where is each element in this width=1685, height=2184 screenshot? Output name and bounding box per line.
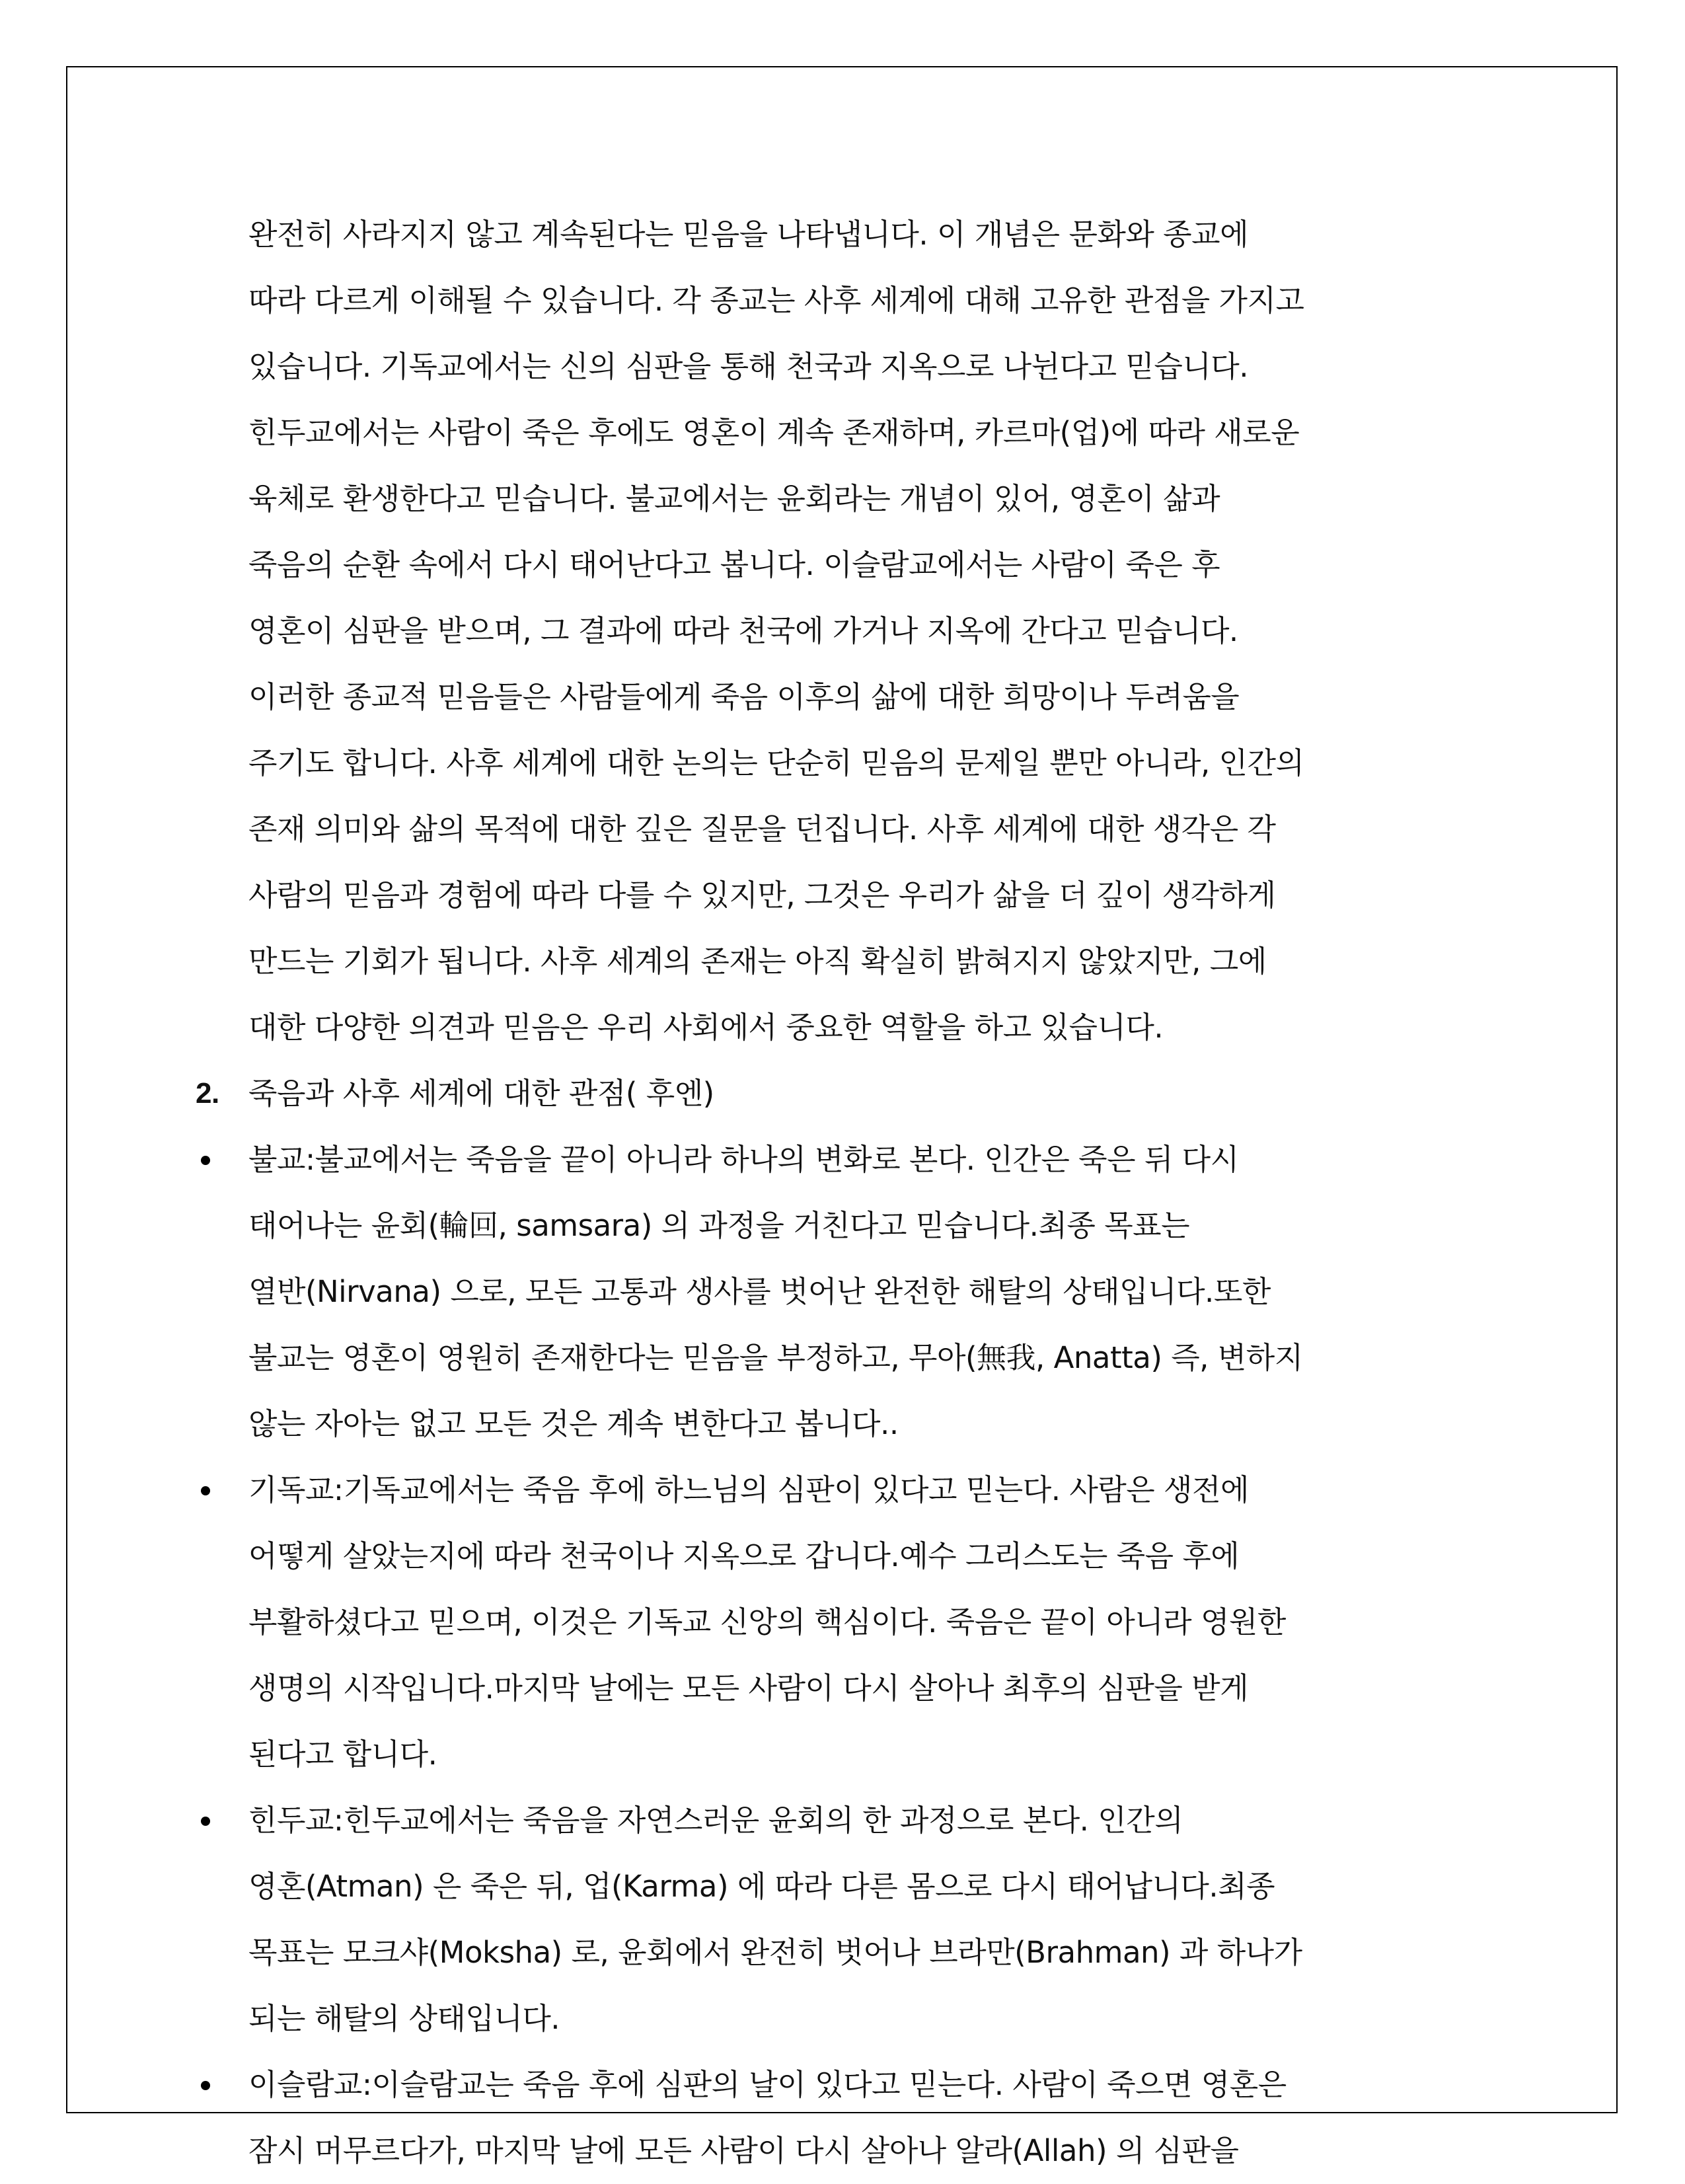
paragraph-line: 주기도 합니다. 사후 세계에 대한 논의는 단순히 믿음의 문제일 뿐만 아니라, 인간의 (248, 745, 1304, 780)
paragraph-line: 사람의 믿음과 경험에 따라 다를 수 있지만, 그것은 우리가 삶을 더 깊이 생각하게 (248, 878, 1276, 913)
paragraph-line: 영혼이 심판을 받으며, 그 결과에 따라 천국에 가거나 지옥에 간다고 믿습니다. (248, 613, 1238, 648)
bullet-item-islam (248, 2052, 1504, 2184)
bullet-line: 불교:불교에서는 죽음을 끝이 아니라 하나의 변화로 본다. 인간은 죽은 뒤 다시 (248, 1142, 1239, 1177)
bullet-dot-icon (196, 1788, 235, 1854)
bullet-line: 부활하셨다고 믿으며, 이것은 기독교 신앙의 핵심이다. 죽음은 끝이 아니라 영원한 (248, 1604, 1286, 1639)
paragraph-line: 있습니다. 기독교에서는 신의 심판을 통해 천국과 지옥으로 나뉜다고 믿습니다. (248, 349, 1249, 384)
bullet-line: 된다고 합니다. (248, 1737, 437, 1772)
bullet-line: 생명의 시작입니다.마지막 날에는 모든 사람이 다시 살아나 최후의 심판을 받게 (248, 1671, 1249, 1706)
bullet-dot-icon (196, 2052, 235, 2118)
bullet-line: 태어나는 윤회(輪回, samsara) 의 과정을 거친다고 믿습니다.최종 목표는 (248, 1208, 1190, 1243)
paragraph-line: 힌두교에서는 사람이 죽은 후에도 영혼이 계속 존재하며, 카르마(업)에 따라 새로운 (248, 415, 1300, 450)
bullet-line: 목표는 모크샤(Moksha) 로, 윤회에서 완전히 벗어나 브라만(Brahman) 과 하나가 (248, 1935, 1302, 1970)
paragraph-line: 만드는 기회가 됩니다. 사후 세계의 존재는 아직 확실히 밝혀지지 않았지만, 그에 (248, 944, 1267, 979)
bullet-line: 힌두교:힌두교에서는 죽음을 자연스러운 윤회의 한 과정으로 본다. 인간의 (248, 1803, 1183, 1838)
document-body (196, 202, 1504, 2184)
bullet-line: 열반(Nirvana) 으로, 모든 고통과 생사를 벗어난 완전한 해탈의 상태입니다.또한 (248, 1274, 1271, 1309)
bullet-dot-icon (196, 1457, 235, 1523)
bullet-item-buddhism (248, 1127, 1504, 1457)
bullet-line: 불교는 영혼이 영원히 존재한다는 믿음을 부정하고, 무아(無我, Anatta) 즉, 변하지 (248, 1340, 1303, 1375)
bullet-line: 되는 해탈의 상태입니다. (248, 2001, 560, 2036)
paragraph-line: 죽음의 순환 속에서 다시 태어난다고 봅니다. 이슬람교에서는 사람이 죽은 후 (248, 547, 1220, 582)
bullet-line: 잠시 머무르다가, 마지막 날에 모든 사람이 다시 살아나 알라(Allah) 의 심판을 (248, 2133, 1239, 2168)
bullet-line: 이슬람교:이슬람교는 죽음 후에 심판의 날이 있다고 믿는다. 사람이 죽으면 영혼은 (248, 2067, 1287, 2102)
paragraph-line: 육체로 환생한다고 믿습니다. 불교에서는 윤회라는 개념이 있어, 영혼이 삶과 (248, 481, 1220, 516)
section-heading-text: 죽음과 사후 세계에 대한 관점( 후엔) (248, 1076, 714, 1111)
bullet-line: 기독교:기독교에서는 죽음 후에 하느님의 심판이 있다고 믿는다. 사람은 생전에 (248, 1472, 1249, 1507)
paragraph-line: 이러한 종교적 믿음들은 사람들에게 죽음 이후의 삶에 대한 희망이나 두려움을 (248, 679, 1240, 714)
bullet-line: 어떻게 살았는지에 따라 천국이나 지옥으로 갑니다.예수 그리스도는 죽음 후에 (248, 1538, 1240, 1573)
paragraph-line: 따라 다르게 이해될 수 있습니다. 각 종교는 사후 세계에 대해 고유한 관점을 가지고 (248, 283, 1304, 318)
paragraph-line: 존재 의미와 삶의 목적에 대한 깊은 질문을 던집니다. 사후 세계에 대한 생각은 각 (248, 811, 1276, 847)
paragraph-line: 완전히 사라지지 않고 계속된다는 믿음을 나타냅니다. 이 개념은 문화와 종교에 (248, 217, 1249, 252)
intro-paragraph (248, 202, 1504, 1061)
paragraph-line: 대한 다양한 의견과 믿음은 우리 사회에서 중요한 역할을 하고 있습니다. (248, 1010, 1164, 1045)
bullet-line: 않는 자아는 없고 모든 것은 계속 변한다고 봅니다.. (248, 1406, 899, 1441)
section-heading (196, 1061, 1504, 1127)
bullet-item-christianity (248, 1457, 1504, 1788)
section-number: 2. (196, 1077, 219, 1110)
bullet-dot-icon (196, 1127, 235, 1193)
bullet-item-hinduism (248, 1788, 1504, 2052)
bullet-line: 영혼(Atman) 은 죽은 뒤, 업(Karma) 에 따라 다른 몸으로 다시 태어납니다.최종 (248, 1869, 1275, 1904)
